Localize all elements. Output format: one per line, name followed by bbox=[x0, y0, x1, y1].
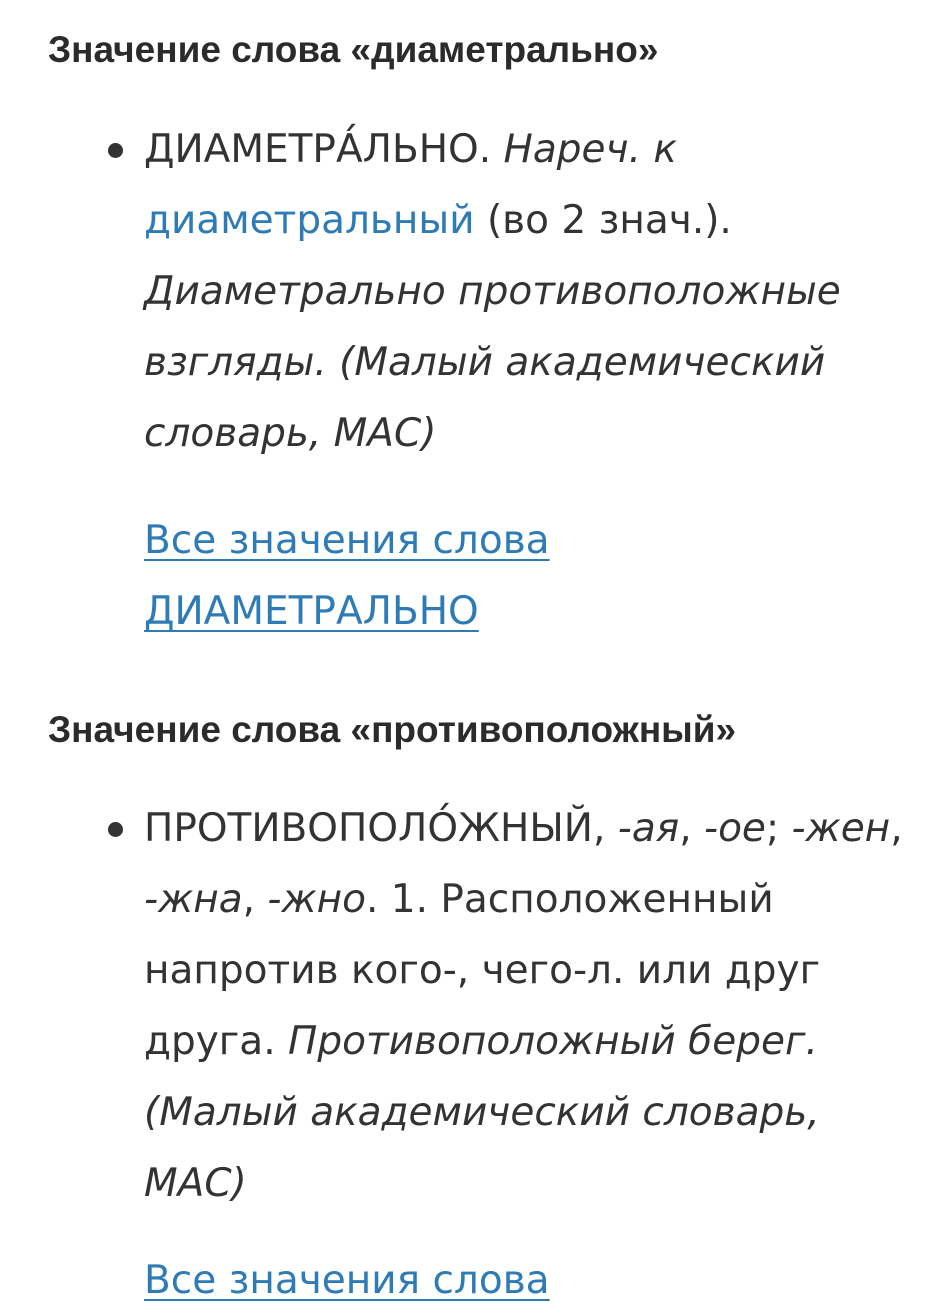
usage-example: Диаметрально противоположные взгляды. (Малый академический словарь, МАС) bbox=[144, 269, 841, 456]
headword: ПРОТИВОПОЛО́ЖНЫЙ, bbox=[144, 806, 606, 851]
list-bullet bbox=[108, 822, 123, 837]
definition-text: 1. Расположенный напротив кого-, чего-л. или друг друга. bbox=[144, 877, 821, 1064]
form-2: -ое bbox=[704, 806, 766, 851]
part-of-speech: Нареч. к bbox=[503, 127, 677, 172]
related-word-link[interactable]: диаметральный bbox=[144, 198, 475, 243]
section-heading: Значение слова «противоположный» bbox=[48, 709, 737, 750]
form-5: -жно bbox=[267, 877, 366, 922]
section-heading: Значение слова «диаметрально» bbox=[48, 29, 659, 70]
all-meanings-link[interactable] bbox=[144, 505, 844, 647]
definition-entry: ПРОТИВОПОЛО́ЖНЫЙ, -ая, -ое; -жен, -жна, -жно. 1. Расположенный напротив кого-, чего-л. или друг друга. Противоположный берег. (Малый академический словарь, МАС) bbox=[144, 806, 903, 1206]
headword: ДИАМЕТРА́ЛЬНО. bbox=[144, 127, 492, 172]
all-meanings-link[interactable] bbox=[144, 1245, 844, 1316]
list-bullet bbox=[108, 143, 123, 158]
all-meanings-link-text: Все значения слова bbox=[144, 1258, 550, 1303]
all-meanings-link-text: Все значения слова bbox=[144, 518, 550, 563]
form-3: -жен bbox=[791, 806, 891, 851]
all-meanings-link-word: ДИАМЕТРАЛЬНО bbox=[144, 589, 479, 634]
form-1: -ая bbox=[617, 806, 680, 851]
definition-entry bbox=[144, 114, 904, 469]
form-4: -жна bbox=[144, 877, 243, 922]
usage-example: Противоположный берег. (Малый академический словарь, МАС) bbox=[144, 1019, 820, 1206]
meaning-reference: (во 2 знач.). bbox=[486, 198, 732, 243]
